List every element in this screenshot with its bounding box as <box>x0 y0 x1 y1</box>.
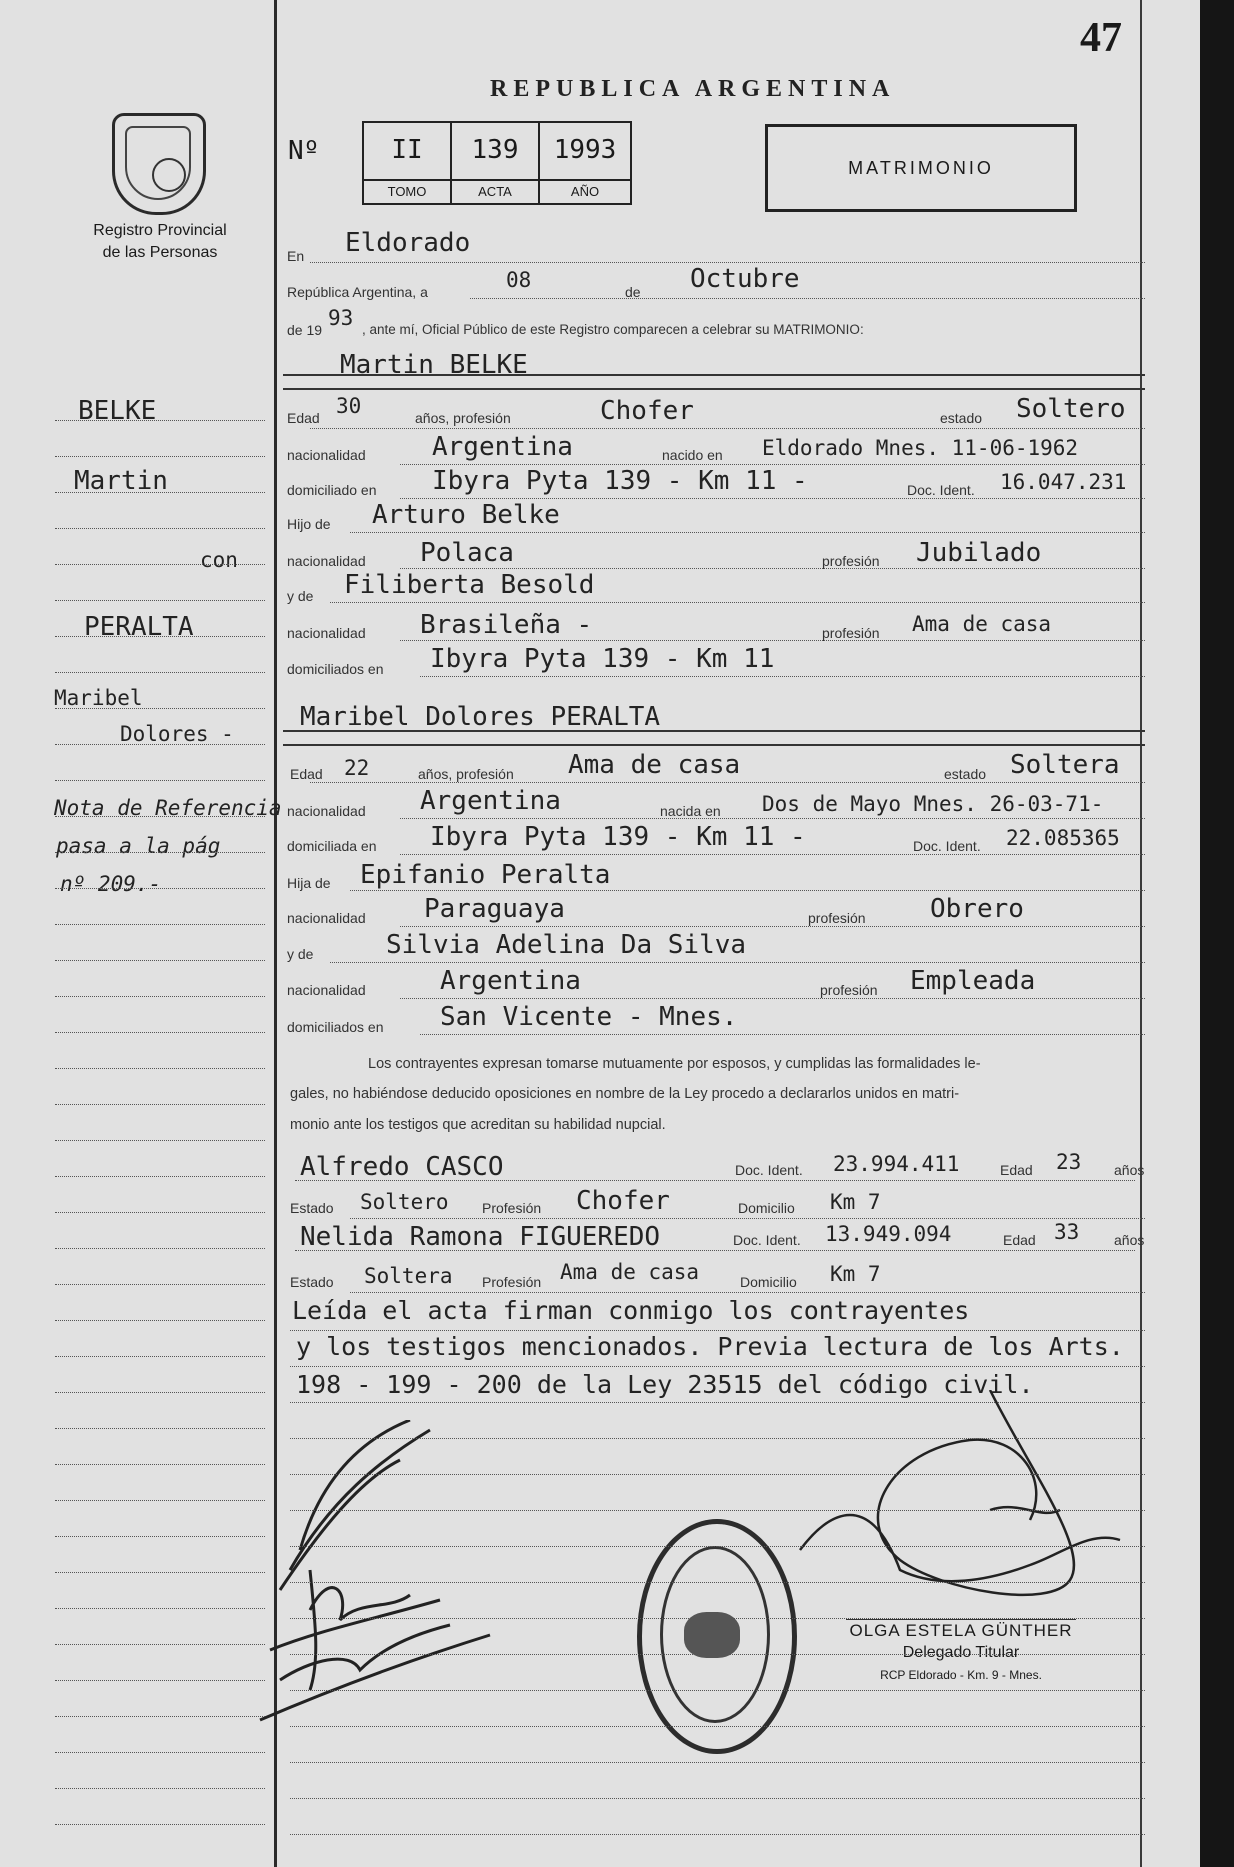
tomo-label: TOMO <box>364 179 450 203</box>
bride-doc-label: Doc. Ident. <box>913 838 981 854</box>
groom-birth: Eldorado Mnes. 11-06-1962 <box>762 436 1079 460</box>
witness2-address: Km 7 <box>830 1262 881 1286</box>
bride-profession: Ama de casa <box>568 750 741 780</box>
groom-father-nationality: Polaca <box>420 538 514 568</box>
margin-rule-line <box>55 1500 265 1501</box>
margin-rule-line <box>55 420 265 421</box>
blank-rule-line <box>290 1654 1145 1655</box>
blank-rule-line <box>290 1438 1145 1439</box>
official-name: OLGA ESTELA GÜNTHER <box>846 1619 1076 1642</box>
groom-nacionalidad-label: nacionalidad <box>287 447 366 463</box>
margin-rule-line <box>55 1680 265 1681</box>
groom-parents-dom-label: domiciliados en <box>287 661 384 677</box>
blank-rule-line <box>290 1510 1145 1511</box>
declaration-line3: monio ante los testigos que acreditan su habilidad nupcial. <box>290 1117 666 1133</box>
bride-edad-label: Edad <box>290 766 323 782</box>
margin-rule-line <box>55 672 265 673</box>
blank-rule-line <box>290 1618 1145 1619</box>
bride-yde-label: y de <box>287 946 314 962</box>
groom-mother: Filiberta Besold <box>344 570 595 600</box>
margin-name2a: Maribel <box>54 686 143 710</box>
margin-rule-line <box>55 564 265 565</box>
bride-nacida-label: nacida en <box>660 803 721 819</box>
witness2-name: Nelida Ramona FIGUEREDO <box>300 1222 661 1252</box>
bride-doc: 22.085365 <box>1006 826 1120 850</box>
bride-age: 22 <box>344 756 370 780</box>
bride-father-nationality: Paraguaya <box>424 894 565 924</box>
groom-father-prof-label: profesión <box>822 553 880 569</box>
act-type-box: MATRIMONIO <box>765 124 1077 212</box>
margin-rule-line <box>55 816 265 817</box>
year-prefix: de 19 <box>287 322 323 338</box>
republica-label: República Argentina, a <box>287 284 428 300</box>
groom-mother-prof-label: profesión <box>822 625 880 641</box>
margin-rule-line <box>55 852 265 853</box>
provincial-seal-icon <box>112 113 206 215</box>
margin-rule-line <box>55 1140 265 1141</box>
bride-father-nat-label: nacionalidad <box>287 910 366 926</box>
groom-civil-status: Soltero <box>1016 394 1126 424</box>
margin-rule-line <box>55 1788 265 1789</box>
margin-rule-line <box>55 528 265 529</box>
margin-rule-line <box>55 1752 265 1753</box>
margin-rule-line <box>55 1392 265 1393</box>
bride-father: Epifanio Peralta <box>360 860 611 890</box>
bride-name: Maribel Dolores PERALTA <box>300 702 661 732</box>
witness1-edad-label: Edad <box>1000 1162 1033 1178</box>
margin-rule-line <box>55 1572 265 1573</box>
bride-mother-nationality: Argentina <box>440 966 581 996</box>
registry-line2: de las Personas <box>102 244 218 261</box>
margin-rule-line <box>55 1716 265 1717</box>
groom-age: 30 <box>336 394 362 418</box>
margin-note-line3: nº 209.- <box>60 872 162 896</box>
reference-prefix: Nº <box>288 136 320 166</box>
witness1-doc-label: Doc. Ident. <box>735 1162 803 1178</box>
margin-rule-line <box>55 1536 265 1537</box>
witness1-name: Alfredo CASCO <box>300 1152 504 1182</box>
bride-mother-prof-label: profesión <box>820 982 878 998</box>
page-edge-shadow <box>1200 0 1234 1867</box>
margin-name1: Martin <box>74 466 168 496</box>
margin-rule-line <box>55 960 265 961</box>
acta-cell <box>452 123 540 203</box>
groom-hijo-label: Hijo de <box>287 516 331 532</box>
document-heading: REPUBLICA ARGENTINA <box>490 76 896 102</box>
blank-rule-line <box>290 1546 1145 1547</box>
margin-name2b: Dolores - <box>120 722 234 746</box>
margin-rule-line <box>55 1212 265 1213</box>
witness2-civil-status: Soltera <box>364 1264 453 1288</box>
blank-rule-line <box>290 1474 1145 1475</box>
witness2-profesion-label: Profesión <box>482 1274 542 1290</box>
witness2-age: 33 <box>1054 1220 1080 1244</box>
witness1-age: 23 <box>1056 1150 1082 1174</box>
margin-rule-line <box>55 1428 265 1429</box>
groom-domicilio-label: domiciliado en <box>287 482 377 498</box>
groom-parents-address: Ibyra Pyta 139 - Km 11 <box>430 644 775 674</box>
margin-rule-line <box>55 1644 265 1645</box>
groom-profession: Chofer <box>600 396 694 426</box>
margin-rule-line <box>55 780 265 781</box>
groom-nationality: Argentina <box>432 432 573 462</box>
tomo-cell <box>364 123 452 203</box>
margin-surname2: PERALTA <box>84 612 194 642</box>
witness2-domicilio-label: Domicilio <box>740 1274 797 1290</box>
ano-cell <box>540 123 630 203</box>
bride-parents-dom-label: domiciliados en <box>287 1019 384 1035</box>
bride-mother: Silvia Adelina Da Silva <box>386 930 747 960</box>
groom-nacido-label: nacido en <box>662 447 723 463</box>
groom-edad-label: Edad <box>287 410 320 426</box>
margin-rule-line <box>55 600 265 601</box>
margin-rule-line <box>55 1032 265 1033</box>
signatures-left <box>240 1420 510 1730</box>
margin-rule-line <box>55 1464 265 1465</box>
en-label: En <box>287 248 305 264</box>
blank-rule-line <box>290 1582 1145 1583</box>
acta-label: ACTA <box>452 179 538 203</box>
registry-name <box>60 220 260 264</box>
witness1-anos-label: años <box>1114 1162 1145 1178</box>
margin-rule-line <box>55 1608 265 1609</box>
ano-label: AÑO <box>540 179 630 203</box>
acta-value: 139 <box>471 135 519 165</box>
margin-rule-line <box>55 888 265 889</box>
registry-stamp-seal <box>637 1519 797 1754</box>
blank-rule-line <box>290 1798 1145 1799</box>
bride-address: Ibyra Pyta 139 - Km 11 - <box>430 822 806 852</box>
margin-surname1: BELKE <box>78 396 157 426</box>
groom-mother-nat-label: nacionalidad <box>287 625 366 641</box>
blank-rule-line <box>290 1690 1145 1691</box>
official-title: Delegado Titular <box>902 1644 1020 1661</box>
declaration-line1: Los contrayentes expresan tomarse mutuamente por esposos, y cumplidas las formalidades le- <box>368 1056 981 1072</box>
place-value: Eldorado <box>345 228 471 258</box>
witness2-doc-label: Doc. Ident. <box>733 1232 801 1248</box>
groom-address: Ibyra Pyta 139 - Km 11 - <box>432 466 808 496</box>
groom-name: Martin BELKE <box>340 350 528 380</box>
margin-rule-line <box>55 492 265 493</box>
year-suffix: 93 <box>328 306 354 330</box>
bride-nationality: Argentina <box>420 786 561 816</box>
groom-doc-label: Doc. Ident. <box>907 482 975 498</box>
groom-father-profession: Jubilado <box>916 538 1042 568</box>
official-block <box>846 1619 1076 1686</box>
bride-profesion-label: años, profesión <box>418 766 514 782</box>
intro-text: , ante mí, Oficial Público de este Registro comparecen a celebrar su MATRIMONIO: <box>362 322 864 337</box>
tomo-value: II <box>391 135 423 165</box>
month-value: Octubre <box>690 264 800 294</box>
groom-doc: 16.047.231 <box>1000 470 1127 494</box>
margin-rule-line <box>55 744 265 745</box>
blank-rule-line <box>290 1726 1145 1727</box>
blank-rule-line <box>290 1834 1145 1835</box>
margin-rule-line <box>55 1284 265 1285</box>
groom-father: Arturo Belke <box>372 500 560 530</box>
bride-nacionalidad-label: nacionalidad <box>287 803 366 819</box>
bride-mother-nat-label: nacionalidad <box>287 982 366 998</box>
witness2-profession: Ama de casa <box>560 1260 700 1284</box>
witness1-profession: Chofer <box>576 1186 670 1216</box>
margin-rule-line <box>55 708 265 709</box>
registry-line1: Registro Provincial <box>93 222 227 239</box>
blank-rule-line <box>290 1762 1145 1763</box>
witness2-estado-label: Estado <box>290 1274 334 1290</box>
groom-mother-nationality: Brasileña - <box>420 610 593 640</box>
margin-rule-line <box>55 996 265 997</box>
witness1-doc: 23.994.411 <box>833 1152 960 1176</box>
margin-con: con <box>200 548 238 572</box>
bride-birth: Dos de Mayo Mnes. 26-03-71- <box>762 792 1104 816</box>
closing-line2: y los testigos mencionados. Previa lectura de los Arts. <box>296 1332 1124 1361</box>
bride-domicilio-label: domiciliada en <box>287 838 377 854</box>
official-office: RCP Eldorado - Km. 9 - Mnes. <box>880 1668 1042 1682</box>
witness1-civil-status: Soltero <box>360 1190 449 1214</box>
bride-parents-address: San Vicente - Mnes. <box>440 1002 738 1032</box>
groom-mother-profession: Ama de casa <box>912 612 1052 636</box>
margin-note-line2: pasa a la pág <box>56 834 221 858</box>
closing-line3: 198 - 199 - 200 de la Ley 23515 del código civil. <box>296 1370 1034 1399</box>
margin-rule-line <box>55 1068 265 1069</box>
groom-estado-label: estado <box>940 410 983 426</box>
day-value: 08 <box>506 268 532 292</box>
groom-father-nat-label: nacionalidad <box>287 553 366 569</box>
declaration-line2: gales, no habiéndose deducido oposiciones en nombre de la Ley procedo a declararlos unidos en matri- <box>290 1086 960 1102</box>
witness2-anos-label: años <box>1114 1232 1145 1248</box>
margin-rule-line <box>55 1248 265 1249</box>
bride-estado-label: estado <box>944 766 987 782</box>
reference-box <box>362 121 632 205</box>
margin-rule-line <box>55 1104 265 1105</box>
bride-hija-label: Hija de <box>287 875 331 891</box>
ano-value: 1993 <box>553 135 617 165</box>
margin-rule-line <box>55 636 265 637</box>
closing-line1: Leída el acta firman conmigo los contrayentes <box>292 1296 970 1325</box>
witness1-estado-label: Estado <box>290 1200 334 1216</box>
witness2-edad-label: Edad <box>1003 1232 1036 1248</box>
margin-note-line1: Nota de Referencia <box>54 796 282 820</box>
margin-rule-line <box>55 1824 265 1825</box>
witness2-doc: 13.949.094 <box>825 1222 952 1246</box>
bride-mother-profession: Empleada <box>910 966 1036 996</box>
groom-yde-label: y de <box>287 588 314 604</box>
margin-rule-line <box>55 456 265 457</box>
margin-rule-line <box>55 924 265 925</box>
page-number: 47 <box>1080 15 1122 61</box>
witness1-domicilio-label: Domicilio <box>738 1200 795 1216</box>
witness1-address: Km 7 <box>830 1190 881 1214</box>
margin-rule-line <box>55 1356 265 1357</box>
groom-profesion-label: años, profesión <box>415 410 511 426</box>
bride-civil-status: Soltera <box>1010 750 1120 780</box>
bride-father-prof-label: profesión <box>808 910 866 926</box>
margin-rule-line <box>55 1176 265 1177</box>
bride-father-profession: Obrero <box>930 894 1024 924</box>
de-label: de <box>625 284 641 300</box>
margin-rule-line <box>55 1320 265 1321</box>
witness1-profesion-label: Profesión <box>482 1200 542 1216</box>
